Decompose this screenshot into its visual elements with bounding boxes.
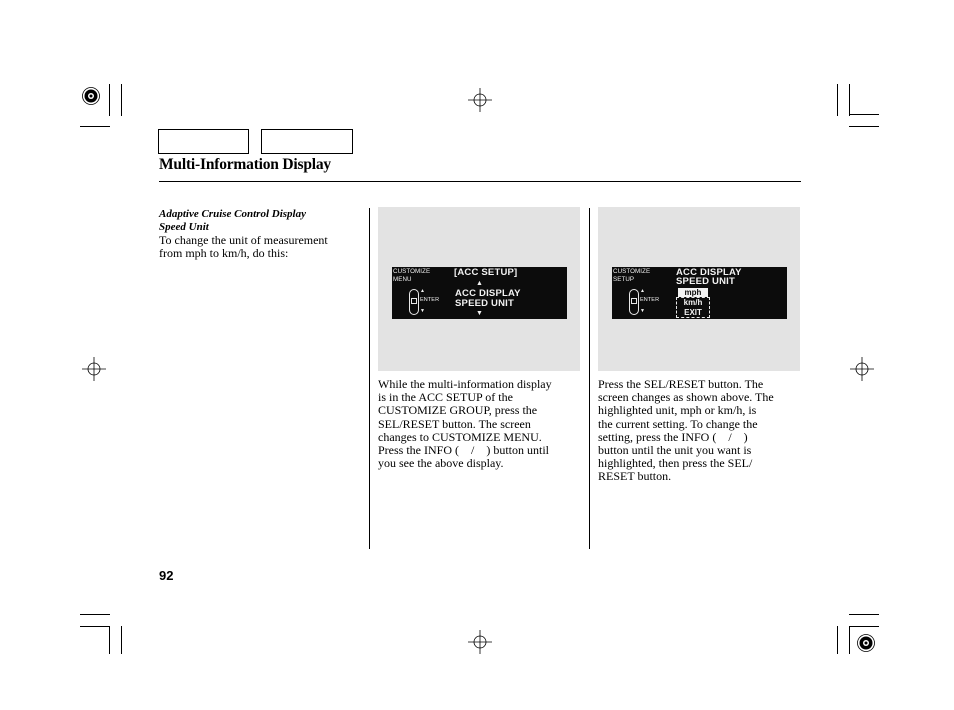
- title-rule: [159, 181, 801, 182]
- lcd-option: EXIT: [684, 308, 702, 317]
- body-line: Press the INFO ( / ) button until: [378, 443, 549, 458]
- lcd-menu-line: ACC DISPLAY: [455, 288, 521, 299]
- display-illustration-panel: [378, 207, 580, 371]
- crop-mark: [849, 114, 879, 115]
- section-heading: Adaptive Cruise Control Display: [159, 208, 306, 220]
- body-line: While the multi-information display: [378, 377, 552, 391]
- section-heading: Speed Unit: [159, 221, 209, 233]
- lcd-down-arrow-icon: ▼: [476, 310, 483, 317]
- body-line: you see the above display.: [378, 456, 504, 471]
- crop-mark: [80, 626, 110, 627]
- lcd-screen-customize-menu: [392, 267, 567, 319]
- left-column: [159, 208, 364, 260]
- lcd-option-highlighted: mph: [678, 288, 708, 297]
- knob-up-arrow-icon: ▲: [640, 288, 645, 294]
- body-line: highlighted unit, mph or km/h, is: [598, 403, 757, 418]
- crop-mark: [849, 626, 850, 654]
- registration-target-icon: [850, 357, 874, 381]
- display-illustration-panel: [598, 207, 800, 371]
- header-tab-1: [158, 129, 249, 154]
- body-line: from mph to km/h, do this:: [159, 246, 289, 261]
- body-line: the current setting. To change the: [598, 416, 758, 431]
- lcd-screen-customize-setup: [612, 267, 787, 319]
- column-divider: [589, 208, 590, 549]
- crop-mark: [121, 626, 122, 654]
- knob-down-arrow-icon: ▼: [640, 308, 645, 314]
- crop-mark: [121, 84, 122, 116]
- registration-rosette-icon: [82, 87, 100, 105]
- lcd-up-arrow-icon: ▲: [476, 280, 483, 287]
- lcd-menu-line: SPEED UNIT: [455, 298, 515, 309]
- body-line: Press the SEL/RESET button. The: [598, 377, 764, 391]
- lcd-title: [ACC SETUP]: [454, 267, 518, 278]
- body-line: To change the unit of measurement: [159, 233, 328, 247]
- crop-mark: [849, 126, 879, 127]
- lcd-menu-line: ACC DISPLAY: [676, 267, 742, 278]
- knob-enter-mark-icon: [631, 298, 637, 304]
- crop-mark: [109, 84, 110, 116]
- crop-mark: [109, 626, 110, 654]
- crop-mark: [837, 626, 838, 654]
- crop-mark: [80, 614, 110, 615]
- lcd-side-label: MENU: [393, 276, 412, 283]
- registration-rosette-icon: [857, 634, 875, 652]
- body-line: changes to CUSTOMIZE MENU.: [378, 429, 542, 444]
- knob-down-arrow-icon: ▼: [420, 308, 425, 314]
- crop-mark: [849, 614, 879, 615]
- body-line: screen changes as shown above. The: [598, 390, 774, 405]
- registration-target-icon: [468, 88, 492, 112]
- lcd-side-label: CUSTOMIZE: [613, 268, 651, 275]
- lcd-option: km/h: [683, 298, 703, 307]
- crop-mark: [837, 84, 838, 116]
- header-tab-2: [261, 129, 353, 154]
- crop-mark: [849, 84, 850, 116]
- right-column: [598, 378, 803, 484]
- middle-column: [378, 378, 583, 470]
- lcd-side-label: SETUP: [613, 276, 635, 283]
- registration-target-icon: [82, 357, 106, 381]
- body-line: setting, press the INFO ( / ): [598, 429, 748, 444]
- lcd-side-label: CUSTOMIZE: [393, 268, 431, 275]
- body-line: button until the unit you want is: [598, 443, 752, 458]
- knob-up-arrow-icon: ▲: [420, 288, 425, 294]
- body-line: RESET button.: [598, 469, 672, 484]
- registration-target-icon: [468, 630, 492, 654]
- column-divider: [369, 208, 370, 549]
- lcd-menu-line: SPEED UNIT: [676, 276, 736, 287]
- lcd-enter-label: ENTER: [640, 297, 660, 303]
- body-line: CUSTOMIZE GROUP, press the: [378, 403, 538, 418]
- page-number: 92: [159, 568, 174, 583]
- lcd-enter-label: ENTER: [420, 297, 440, 303]
- crop-mark: [80, 126, 110, 127]
- body-line: highlighted, then press the SEL/: [598, 456, 753, 471]
- body-line: is in the ACC SETUP of the: [378, 390, 513, 405]
- body-line: SEL/RESET button. The screen: [378, 416, 531, 431]
- knob-enter-mark-icon: [411, 298, 417, 304]
- crop-mark: [849, 626, 879, 627]
- page-title: Multi-Information Display: [159, 156, 331, 173]
